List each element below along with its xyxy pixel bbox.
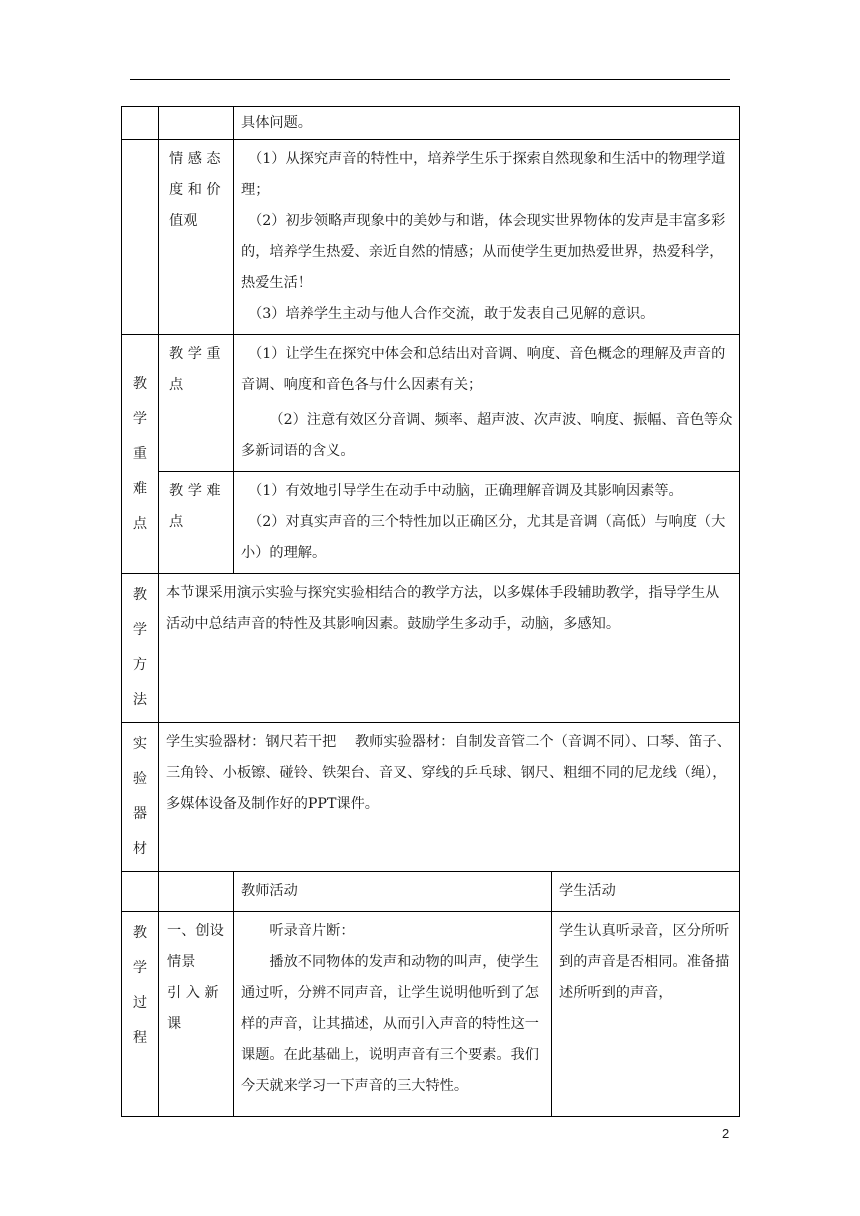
header-rule — [130, 79, 730, 80]
table-row-process — [122, 912, 740, 1117]
difficult-points-content — [234, 472, 740, 574]
table-row-method — [122, 574, 740, 723]
teacher-activity-header: 教师活动 — [234, 872, 552, 912]
key-points-content — [234, 335, 740, 472]
emotion-label-line: 情 感 态 — [169, 151, 221, 167]
stage-line: 情景 — [167, 954, 196, 970]
label-char: 法 — [132, 692, 148, 708]
cell-empty — [122, 872, 159, 912]
equipment-text: 学生实验器材：钢尺若干把 教师实验器材：自制发音管二个（音调不同）、口琴、笛子、三角铃、小板镲、碰铃、铁架台、音叉、穿线的乒乓球、钢尺、粗细不同的尼龙线（绳），多媒体设备及制作好的PPT课件。 — [166, 734, 731, 812]
label-char: 学 — [132, 410, 148, 427]
emotion-label-line: 度 和 价 — [169, 182, 221, 198]
label-char: 难 — [132, 480, 148, 497]
process-label — [122, 912, 159, 1117]
equipment-content — [159, 723, 740, 872]
table-row-difficult-points — [122, 472, 740, 574]
label-char: 实 — [132, 736, 148, 752]
teacher-activity-item: 播放不同物体的发声和动物的叫声，使学生通过听，分辨不同声音，让学生说明他听到了怎样的声音，让其描述，从而引入声音的特性这一课题。在此基础上，说明声音有三个要素。我们今天就来学习一下声音的三大特性。 — [241, 954, 539, 1094]
emotion-item: （2）初步领略声现象中的美妙与和谐，体会现实世界物体的发声是丰富多彩的，培养学生热爱、亲近自然的情感；从而使学生更加热爱世界，热爱科学，热爱生活！ — [241, 213, 726, 291]
difficult-point-item: （1）有效地引导学生在动手中动脑，正确理解音调及其影响因素等。 — [248, 483, 683, 499]
page-number: 2 — [722, 1126, 730, 1141]
emotion-item: （3）培养学生主动与他人合作交流，敢于发表自己见解的意识。 — [248, 306, 655, 322]
emotion-item: （1）从探究声音的特性中，培养学生乐于探索自然现象和生活中的物理学道理； — [241, 151, 726, 198]
key-point-item: （1）让学生在探究中体会和总结出对音调、响度、音色概念的理解及声音的音调、响度和音色各与什么因素有关； — [241, 346, 726, 393]
label-char: 程 — [132, 1030, 148, 1046]
teacher-activity-content — [234, 912, 552, 1117]
difficult-point-item: （2）对真实声音的三个特性加以正确区分，尤其是音调（高低）与响度（大小）的理解。 — [241, 514, 726, 561]
cell-empty — [159, 872, 234, 912]
label-char: 学 — [132, 960, 148, 976]
label-char: 过 — [132, 995, 148, 1011]
difficult-points-label-line: 点 — [169, 514, 184, 530]
label-char: 器 — [132, 806, 148, 822]
label-char: 重 — [132, 445, 148, 462]
label-char: 验 — [132, 771, 148, 787]
label-char: 方 — [132, 657, 148, 673]
method-content — [159, 574, 740, 723]
label-char: 教 — [132, 925, 148, 941]
table-row-continuation — [122, 107, 740, 140]
stage-line: 引 入 新 — [167, 985, 219, 1001]
emotion-label — [159, 140, 234, 335]
teacher-activity-item: 听录音片断： — [269, 923, 355, 939]
difficult-points-label — [159, 472, 234, 574]
cell-empty — [159, 107, 234, 140]
student-activity-content — [552, 912, 740, 1117]
key-points-label-line: 教 学 重 — [169, 346, 221, 362]
key-point-item: （2）注意有效区分音调、频率、超声波、次声波、响度、振幅、音色等众多新词语的含义。 — [241, 412, 733, 459]
key-difficult-label — [122, 335, 159, 574]
student-activity-text: 学生认真听录音，区分所听到的声音是否相同。准备描述所听到的声音， — [559, 923, 730, 1001]
table-row-equipment — [122, 723, 740, 872]
stage-line: 课 — [167, 1016, 182, 1032]
method-label — [122, 574, 159, 723]
equipment-label — [122, 723, 159, 872]
table-row-emotion — [122, 140, 740, 335]
table-row-process-header — [122, 872, 740, 912]
cell-empty — [122, 107, 159, 140]
label-char: 教 — [132, 375, 148, 392]
cell-empty — [122, 140, 159, 335]
table-row-key-points — [122, 335, 740, 472]
continuation-text: 具体问题。 — [234, 107, 740, 140]
emotion-content — [234, 140, 740, 335]
key-points-label-line: 点 — [169, 377, 184, 393]
label-char: 学 — [132, 622, 148, 638]
label-char: 点 — [132, 515, 148, 532]
label-char: 教 — [132, 587, 148, 603]
difficult-points-label-line: 教 学 难 — [169, 483, 221, 499]
key-points-label — [159, 335, 234, 472]
process-stage — [159, 912, 234, 1117]
stage-line: 一、创设 — [167, 923, 224, 939]
student-activity-header: 学生活动 — [552, 872, 740, 912]
label-char: 材 — [132, 841, 148, 857]
emotion-label-line: 值观 — [169, 213, 198, 229]
method-text: 本节课采用演示实验与探究实验相结合的教学方法，以多媒体手段辅助教学，指导学生从活动中总结声音的特性及其影响因素。鼓励学生多动手，动脑，多感知。 — [166, 585, 720, 632]
lesson-plan-table — [121, 106, 740, 1117]
